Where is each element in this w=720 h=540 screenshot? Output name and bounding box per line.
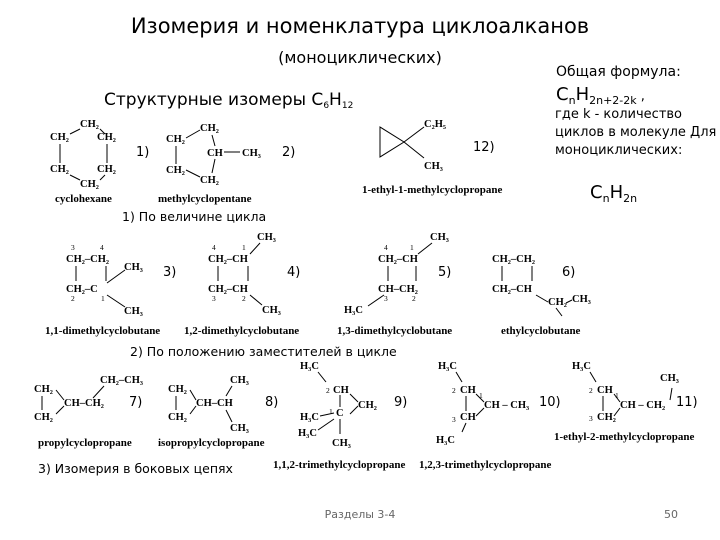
- svg-text:CH: CH: [460, 412, 476, 423]
- compound-number: 12): [473, 140, 495, 155]
- svg-text:CH–CH₂: CH–CH₂: [64, 398, 104, 409]
- cyclohexane-structure: [50, 119, 116, 190]
- isopropylcyclopropane-structure: [168, 375, 249, 434]
- heading-text: Структурные изомеры С: [104, 90, 324, 110]
- compound-name: 1-ethyl-1-methylcyclopropane: [362, 184, 503, 196]
- compound-name: 1,2-dimethylcyclobutane: [184, 325, 300, 337]
- svg-text:C: C: [336, 408, 344, 419]
- svg-text:CH₃: CH₃: [572, 294, 591, 305]
- formula-h-sub: 2n+2-2k: [589, 94, 637, 107]
- svg-text:2: 2: [452, 386, 456, 395]
- svg-text:1: 1: [410, 243, 414, 252]
- svg-text:3: 3: [589, 414, 593, 423]
- compound-name: 1-ethyl-2-methylcyclopropane: [554, 431, 695, 443]
- svg-text:CH₂: CH₂: [34, 412, 53, 423]
- svg-text:CH–CH: CH–CH: [196, 398, 233, 409]
- slide-subtitle: (моноциклических): [278, 48, 442, 67]
- svg-text:CH₂: CH₂: [80, 119, 99, 130]
- heading-sub-carbon: 6: [323, 101, 330, 111]
- formula-c-sub: n: [568, 94, 576, 107]
- svg-text:4: 4: [384, 243, 388, 252]
- svg-text:CH₂: CH₂: [597, 412, 616, 423]
- compound-number: 4): [287, 265, 301, 280]
- compound-number: 7): [129, 395, 143, 410]
- svg-text:2: 2: [589, 386, 593, 395]
- compound-number: 8): [265, 395, 279, 410]
- svg-text:CH₂: CH₂: [166, 134, 185, 145]
- svg-text:2: 2: [71, 294, 75, 303]
- svg-text:CH₂: CH₂: [200, 175, 219, 186]
- dimethylcyclobutane-13-structure: [344, 232, 452, 316]
- mono-h-sub: 2n: [623, 192, 638, 205]
- svg-text:H₃C: H₃C: [436, 435, 455, 446]
- svg-text:3: 3: [384, 294, 388, 303]
- svg-text:CH₃: CH₃: [124, 262, 143, 273]
- svg-text:H₃C: H₃C: [572, 361, 591, 372]
- compound-name: 1,2,3-trimethylcyclopropane: [419, 459, 552, 471]
- compound-name: 1,3-dimethylcyclobutane: [337, 325, 453, 337]
- category-ring-size: 1) По величине цикла: [122, 209, 267, 224]
- svg-text:CH₃: CH₃: [230, 423, 249, 434]
- formula-note: где k - количество циклов в молекуле Для моноциклических:: [555, 107, 717, 158]
- compound-number: 6): [562, 265, 576, 280]
- svg-text:H₃C: H₃C: [298, 428, 317, 439]
- ethylcyclobutane-structure: [492, 254, 591, 316]
- dimethylcyclobutane-11-structure: [66, 243, 143, 317]
- page-number: 50: [664, 508, 678, 521]
- mono-c-sub: n: [602, 192, 610, 205]
- propylcyclopropane-structure: [34, 375, 143, 423]
- svg-text:CH: CH: [207, 148, 223, 159]
- compound-name: 1,1-dimethylcyclobutane: [45, 325, 161, 337]
- compound-number: 10): [539, 395, 561, 410]
- ethyl-methylcyclopropane-12-structure: [572, 361, 679, 423]
- trimethylcyclopropane-123-structure: [436, 361, 529, 446]
- svg-text:H₃C: H₃C: [300, 412, 319, 423]
- svg-text:3: 3: [71, 243, 75, 252]
- trimethylcyclopropane-112-structure: [298, 361, 377, 449]
- mono-c: C: [590, 182, 603, 203]
- svg-text:4: 4: [100, 243, 104, 252]
- svg-text:CH₃: CH₃: [332, 438, 351, 449]
- svg-text:H₃C: H₃C: [300, 361, 319, 372]
- svg-text:CH₃: CH₃: [424, 161, 443, 172]
- svg-text:CH₂: CH₂: [97, 164, 116, 175]
- category-substituent-position: 2) По положению заместителей в цикле: [130, 344, 397, 359]
- svg-text:3: 3: [452, 415, 456, 424]
- compound-name: propylcyclopropane: [38, 437, 132, 449]
- svg-text:2: 2: [242, 294, 246, 303]
- svg-text:CH₃: CH₃: [257, 232, 276, 243]
- svg-text:CH₃: CH₃: [242, 148, 261, 159]
- formula-comma: ,: [636, 89, 645, 104]
- svg-text:CH: CH: [597, 385, 613, 396]
- svg-text:CH₂: CH₂: [80, 179, 99, 190]
- svg-text:CH – CH₃: CH – CH₃: [484, 400, 530, 411]
- svg-text:H₃C: H₃C: [344, 305, 363, 316]
- compound-name: methylcyclopentane: [158, 193, 252, 205]
- svg-text:CH₂: CH₂: [50, 164, 69, 175]
- svg-text:CH₂: CH₂: [168, 412, 187, 423]
- svg-text:2: 2: [326, 386, 330, 395]
- svg-text:4: 4: [212, 243, 216, 252]
- compound-number: 11): [676, 395, 698, 410]
- svg-text:CH₂–CH: CH₂–CH: [378, 254, 418, 265]
- svg-text:CH₃: CH₃: [262, 305, 281, 316]
- heading-hydrogen: Н: [329, 90, 342, 110]
- svg-text:CH₂–CH₂: CH₂–CH₂: [66, 254, 110, 265]
- svg-text:CH₂: CH₂: [358, 400, 377, 411]
- svg-text:CH₂: CH₂: [166, 165, 185, 176]
- svg-text:CH₂: CH₂: [97, 132, 116, 143]
- svg-text:CH₂–CH: CH₂–CH: [492, 284, 532, 295]
- svg-text:1: 1: [479, 391, 483, 400]
- compound-name: 1,1,2-trimethylcyclopropane: [273, 459, 406, 471]
- compound-number: 1): [136, 145, 150, 160]
- svg-text:3: 3: [212, 294, 216, 303]
- compound-number: 5): [438, 265, 452, 280]
- svg-text:CH₃: CH₃: [430, 232, 449, 243]
- compound-number: 9): [394, 395, 408, 410]
- svg-text:CH₂: CH₂: [548, 297, 567, 308]
- svg-text:CH₂–CH₂: CH₂–CH₂: [492, 254, 536, 265]
- svg-text:CH₃: CH₃: [124, 306, 143, 317]
- svg-text:CH: CH: [460, 385, 476, 396]
- compound-name: cyclohexane: [55, 193, 112, 205]
- compound-number: 3): [163, 265, 177, 280]
- compound-name: isopropylcyclopropane: [158, 437, 265, 449]
- category-side-chain: 3) Изомерия в боковых цепях: [38, 461, 233, 476]
- svg-text:1: 1: [242, 243, 246, 252]
- svg-text:1: 1: [615, 391, 619, 400]
- svg-text:CH₂–C: CH₂–C: [66, 284, 98, 295]
- methylcyclopentane-structure: [166, 123, 261, 186]
- ethyl-methylcyclopropane-structure: [380, 119, 446, 172]
- svg-text:2: 2: [412, 294, 416, 303]
- svg-text:C₂H₅: C₂H₅: [424, 119, 447, 130]
- svg-text:CH₂–CH: CH₂–CH: [208, 254, 248, 265]
- svg-text:CH–CH₂: CH–CH₂: [378, 284, 418, 295]
- svg-text:H₃C: H₃C: [438, 361, 457, 372]
- svg-text:CH – CH₂: CH – CH₂: [620, 400, 666, 411]
- svg-text:CH: CH: [333, 385, 349, 396]
- svg-text:CH₂: CH₂: [168, 384, 187, 395]
- svg-text:1: 1: [329, 407, 333, 416]
- svg-text:CH₂: CH₂: [200, 123, 219, 134]
- svg-text:1: 1: [101, 294, 105, 303]
- svg-text:CH₃: CH₃: [230, 375, 249, 386]
- mono-h: H: [609, 182, 624, 203]
- compound-number: 2): [282, 145, 296, 160]
- dimethylcyclobutane-12-structure: [208, 232, 281, 316]
- formula-c: C: [556, 84, 569, 105]
- slide-title: Изомерия и номенклатура циклоалканов: [130, 14, 590, 38]
- heading-sub-hydrogen: 12: [341, 101, 354, 111]
- section-footer: Разделы 3-4: [324, 508, 396, 521]
- formula-header: Общая формула:: [556, 64, 681, 80]
- svg-text:CH₂–CH₃: CH₂–CH₃: [100, 375, 144, 386]
- compound-name: ethylcyclobutane: [501, 325, 581, 337]
- svg-text:CH₂–CH: CH₂–CH: [208, 284, 248, 295]
- svg-text:CH₃: CH₃: [660, 373, 679, 384]
- formula-h: H: [575, 84, 590, 105]
- svg-text:CH₂: CH₂: [34, 384, 53, 395]
- svg-text:CH₂: CH₂: [50, 132, 69, 143]
